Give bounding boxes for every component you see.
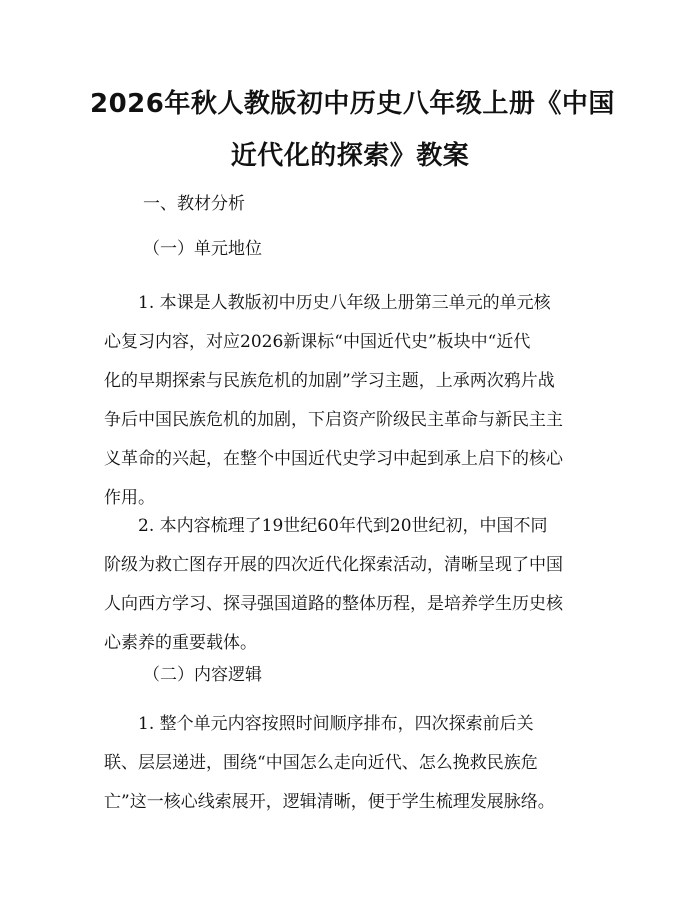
paragraph-line: 化的早期探索与民族危机的加剧”学习主题，上承两次鸦片战 [104, 371, 555, 391]
paragraph-line: 1. 本课是人教版初中历史八年级上册第三单元的单元核 [104, 293, 551, 313]
subsection-heading-unit-position: （一）单元地位 [143, 239, 262, 259]
subsection-heading-content-logic: （二）内容逻辑 [143, 665, 262, 685]
paragraph-line: 1. 整个单元内容按照时间顺序排布，四次探索前后关 [104, 714, 534, 734]
paragraph-line: 争后中国民族危机的加剧，下启资产阶级民主革命与新民主主 [104, 410, 563, 430]
paragraph-line: 作用。 [104, 488, 155, 508]
paragraph-line: 义革命的兴起，在整个中国近代史学习中起到承上启下的核心 [104, 449, 563, 469]
document-title-line-1: 2026年秋人教版初中历史八年级上册《中国 [90, 89, 615, 119]
paragraph-line: 心复习内容，对应2026新课标“中国近代史”板块中“近代 [104, 332, 531, 352]
paragraph-line: 2. 本内容梳理了19世纪60年代到20世纪初，中国不同 [104, 516, 548, 536]
document-title-line-2: 近代化的探索》教案 [230, 141, 470, 171]
paragraph-line: 心素养的重要载体。 [104, 633, 257, 653]
paragraph-content-logic-1 [104, 705, 604, 822]
paragraph-line: 亡”这一核心线索展开，逻辑清晰，便于学生梳理发展脉络。 [104, 792, 555, 812]
paragraph-unit-position-2 [104, 507, 604, 663]
section-heading-textbook-analysis: 一、教材分析 [143, 194, 245, 214]
paragraph-line: 联、层层递进，围绕“中国怎么走向近代、怎么挽救民族危 [104, 753, 538, 773]
paragraph-unit-position-1 [104, 284, 604, 518]
paragraph-line: 人向西方学习、探寻强国道路的整体历程，是培养学生历史核 [104, 594, 563, 614]
paragraph-line: 阶级为救亡图存开展的四次近代化探索活动，清晰呈现了中国 [104, 555, 563, 575]
